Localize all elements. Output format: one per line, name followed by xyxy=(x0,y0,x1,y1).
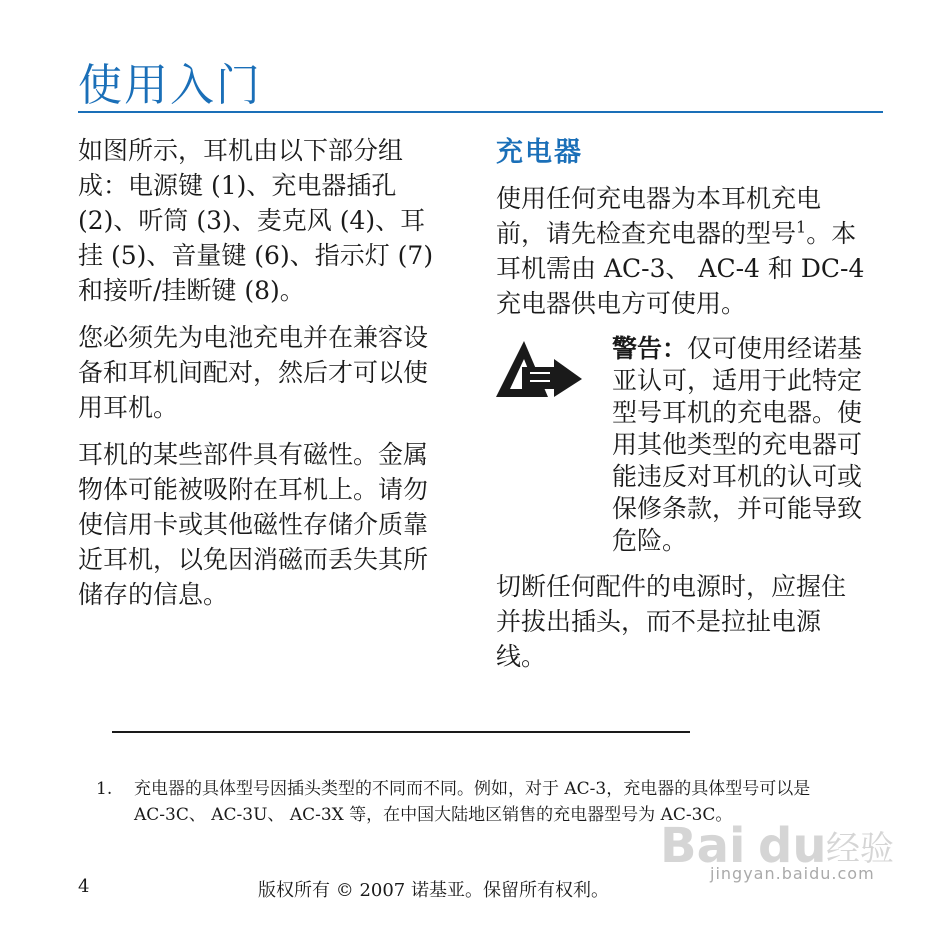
left-column xyxy=(78,133,448,624)
footnote-ref: 1 xyxy=(796,217,807,237)
svg-text:du: du xyxy=(758,818,827,874)
warning-label: 警告： xyxy=(612,334,688,363)
warning-hand-icon xyxy=(496,341,582,397)
magnet-paragraph: 耳机的某些部件具有磁性。金属物体可能被吸附在耳机上。请勿使信用卡或其他磁性存储介质靠近耳机，以免因消磁而丢失其所储存的信息。 xyxy=(78,440,429,609)
copyright-notice: 版权所有 © 2007 诺基亚。保留所有权利。 xyxy=(258,880,609,901)
unplug-paragraph: 切断任何配件的电源时，应握住并拔出插头，而不是拉扯电源线。 xyxy=(496,572,847,671)
warning-body: 仅可使用经诺基亚认可，适用于此特定型号耳机的充电器。使用其他类型的充电器可能违反对耳机的认可或保修条款，并可能导致危险。 xyxy=(612,334,863,555)
charger-text-end: 。本耳机需由 AC-3、 AC-4 和 DC-4 充电器供电方可使用。 xyxy=(496,219,865,318)
warning-block xyxy=(496,333,868,557)
svg-text:Bai: Bai xyxy=(660,818,746,874)
charger-text: 使用任何充电器为本耳机充电前，请先检查充电器的型号 xyxy=(496,184,822,248)
charger-paragraph xyxy=(496,181,868,321)
footnote-number: 1. xyxy=(96,779,113,799)
right-column xyxy=(496,133,868,686)
watermark-url: jingyan.baidu.com xyxy=(710,864,875,883)
warning-text xyxy=(612,333,868,557)
svg-text:经验: 经验 xyxy=(826,829,894,869)
title-divider xyxy=(78,111,883,113)
page-title: 使用入门 xyxy=(78,60,262,111)
intro-paragraph: 如图所示，耳机由以下部分组成：电源键 (1)、充电器插孔 (2)、听筒 (3)、麦克风 (4)、耳挂 (5)、音量键 (6)、指示灯 (7) 和接听/挂断键 (8)。 xyxy=(78,136,434,305)
pairing-paragraph: 您必须先为电池充电并在兼容设备和耳机间配对，然后才可以使用耳机。 xyxy=(78,323,429,422)
page-number: 4 xyxy=(78,876,90,897)
section-title-charger: 充电器 xyxy=(496,137,583,168)
footnote-divider xyxy=(112,731,690,733)
footnote-text: 充电器的具体型号因插头类型的不同而不同。例如，对于 AC-3，充电器的具体型号可以是 AC-3C、 AC-3U、 AC-3X 等，在中国大陆地区销售的充电器型号为 AC-3C。 xyxy=(134,779,811,825)
